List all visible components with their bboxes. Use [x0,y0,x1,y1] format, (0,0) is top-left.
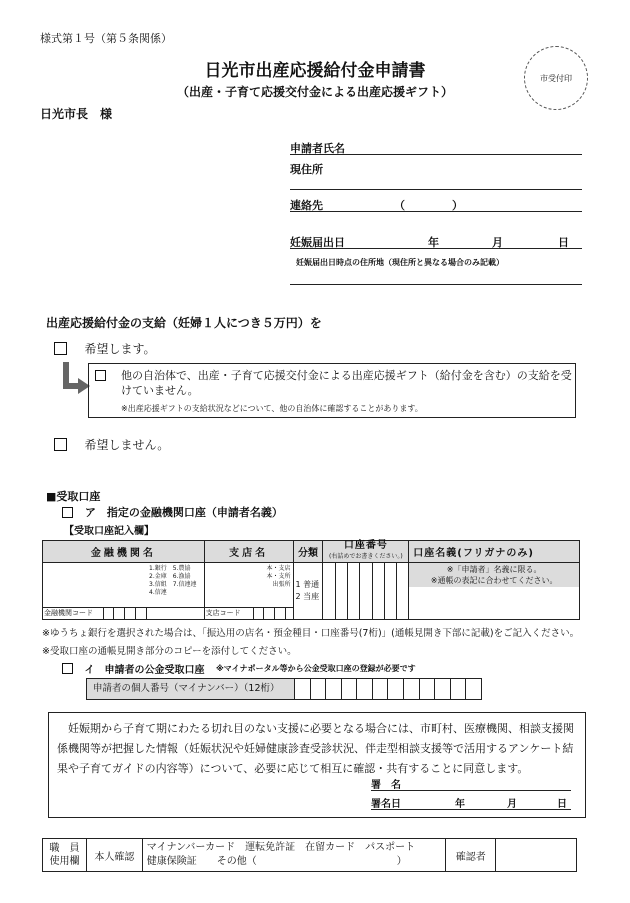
pregnancy-date-field[interactable] [290,234,582,249]
consent-text: 妊娠期から子育て期にわたる切れ目のない支援に必要となる場合には、市町村、医療機関、相談支援関係機関等が把握した情報（妊娠状況や妊婦健康診査受診状況、伴走型相談支援等で活用するアンケート結果や子育てガイドの内容等）について、必要に応じて相互に確認・共有することに同意します。 [57,722,574,775]
account-table [42,540,580,620]
reception-stamp-circle [524,46,588,110]
signature-month: 月 [507,799,517,810]
form-title: 日光市出産応援給付金申請書 [204,61,426,81]
header-type: 分類 [293,541,323,563]
bank-code-digit[interactable] [125,608,136,619]
mynumber-digit[interactable] [466,679,481,699]
receipt-heading: ■受取口座 [46,490,101,503]
form-number: 様式第１号（第５条関係） [40,32,172,45]
address-field[interactable] [290,178,582,190]
contact-paren-open: （ [394,199,405,212]
pregnancy-date-label: 妊娠届出日 [290,236,345,249]
mynumber-digit[interactable] [435,679,451,699]
option-a-checkbox[interactable] [62,507,73,518]
option-i[interactable] [62,661,416,676]
branch-types-2: 本・支所 [266,573,291,580]
mynumber-digit[interactable] [311,679,327,699]
mynumber-digit[interactable] [373,679,389,699]
identity-docs[interactable] [142,839,446,872]
header-number-label: 口座番号 [343,540,388,551]
want-checkbox[interactable] [54,342,67,355]
account-number-cell[interactable] [323,563,409,620]
type-current[interactable]: 2 当座 [295,592,320,601]
identity-docs-line2: 健康保険証 その他（ ） [146,856,407,867]
bank-types-1: 1.銀行 5.農協 [149,565,191,572]
mynumber-digit[interactable] [295,679,311,699]
bank-code-digit[interactable] [136,608,147,619]
applicant-name-field[interactable] [290,140,582,155]
pregnancy-address-note: 妊娠届出日時点の住所地（現住所と異なる場合のみ記載） [296,258,504,267]
copy-note: ※受取口座の通帳見開き部分のコピーを添付してください。 [42,646,297,657]
staff-label-2: 使用欄 [49,856,80,867]
mynumber-digit[interactable] [451,679,467,699]
payment-heading: 出産応援給付金の支給（妊婦１人につき５万円）を [46,316,322,330]
account-digit[interactable] [360,563,372,619]
option-i-checkbox[interactable] [62,663,73,674]
yucho-note: ※ゆうちょ銀行を選択された場合は、「振込用の店名・預金種目・口座番号(7桁)」(通帳見開き下部に記載)をご記入ください。 [42,628,580,639]
account-digit[interactable] [323,563,335,619]
header-holder: 口座名義(フリガナのみ) [409,541,580,563]
identity-check-label: 本人確認 [86,839,142,872]
pregnancy-address-field[interactable] [290,273,582,285]
mynumber-label: 申請者の個人番号（マイナンバー）（12桁） [87,679,295,699]
mynumber-digit[interactable] [420,679,436,699]
header-bank: 金融機関名 [43,541,205,563]
mynumber-digits[interactable] [295,679,481,699]
addressee: 日光市長 様 [40,107,113,121]
bank-code-label: 金融機関コード [44,609,93,617]
contact-paren-close: ） [452,199,463,212]
branch-code-digit[interactable] [253,608,264,619]
bank-name-cell[interactable] [43,563,205,620]
reception-stamp-label: 市受付印 [540,73,572,83]
staff-use-label [43,839,87,872]
account-digit[interactable] [397,563,408,619]
branch-types-1: 本・支店 [266,565,291,572]
mynumber-digit[interactable] [388,679,404,699]
branch-code-label: 支店コード [205,609,241,617]
account-digit[interactable] [348,563,360,619]
bank-code-row[interactable] [43,607,204,619]
other-municipality-text: 他の自治体で、出産・子育て応援交付金による出産応援ギフト（給付金を含む）の支給を受けていません。 [121,369,572,397]
entry-title: 【受取口座記入欄】 [64,526,154,537]
mynumber-digit[interactable] [357,679,373,699]
header-number-note: (右詰めでお書きください。) [329,553,403,560]
signature-date-label: 署名日 [371,799,401,810]
contact-label: 連絡先 [290,199,323,212]
bank-types-4: 4.信連 [149,589,167,596]
account-digit[interactable] [385,563,397,619]
account-type-cell[interactable] [293,563,323,620]
address-label: 現住所 [290,163,323,176]
bank-code-digit[interactable] [114,608,125,619]
header-branch: 支店名 [204,541,293,563]
signature-field[interactable] [371,776,571,791]
pregnancy-year: 年 [428,236,439,249]
pregnancy-day: 日 [558,236,569,249]
other-municipality-checkbox[interactable] [95,370,106,381]
applicant-name-label: 申請者氏名 [290,142,345,155]
holder-note-1: ※「申請者」名義に限る。 [446,565,542,574]
staff-label-1: 職 員 [49,843,80,854]
pregnancy-month: 月 [492,236,503,249]
signature-date-field[interactable] [371,795,571,810]
option-i-label: イ 申請者の公金受取口座 [84,665,205,676]
form-subtitle: （出産・子育て応援交付金による出産応援ギフト） [176,85,453,99]
branch-code-row[interactable] [205,607,293,619]
type-normal[interactable]: 1 普通 [295,580,320,589]
signature-day: 日 [557,799,567,810]
mynumber-row[interactable] [86,678,482,700]
other-municipality-box [88,363,576,418]
header-number [323,541,409,563]
signature-label: 署名 [371,780,411,791]
mynumber-digit[interactable] [342,679,358,699]
bank-types-2: 2.金庫 6.漁協 [149,573,191,580]
identity-docs-line1: マイナンバーカード 運転免許証 在留カード パスポート [146,842,416,853]
account-digit[interactable] [336,563,348,619]
holder-notes [409,563,579,587]
staff-use-table [42,838,577,872]
branch-name-cell[interactable] [204,563,293,620]
holder-note-2: ※通帳の表記に合わせてください。 [430,576,558,585]
bank-types [149,565,196,597]
branch-types [266,565,290,589]
not-want-checkbox[interactable] [54,438,67,451]
branch-code-digit[interactable] [275,608,286,619]
confirmer-field[interactable] [496,839,577,872]
account-number-digits[interactable] [323,563,408,619]
bank-code-digit[interactable] [103,608,114,619]
bank-types-3: 3.信組 7.信連連 [149,581,197,588]
mynumber-digit[interactable] [404,679,420,699]
other-municipality-note: ※出産応援ギフトの支給状況などについて、他の自治体に確認することがあります。 [121,404,423,413]
account-digit[interactable] [373,563,385,619]
option-a-label: ア 指定の金融機関口座（申請者名義） [84,506,283,519]
signature-year: 年 [455,799,465,810]
branch-types-3: 出張所 [272,581,291,588]
option-a[interactable] [62,504,283,520]
contact-field[interactable] [290,197,582,212]
account-holder-cell[interactable] [409,563,580,620]
mynumber-digit[interactable] [326,679,342,699]
option-i-note: ※マイナポータル等から公金受取口座の登録が必要です [215,664,416,673]
branch-code-digit[interactable] [264,608,275,619]
want-option[interactable] [54,340,156,357]
consent-box [48,712,586,818]
not-want-label: 希望しません。 [84,438,170,452]
want-label: 希望します。 [84,342,156,356]
confirmer-label: 確認者 [446,839,496,872]
not-want-option[interactable] [54,436,169,453]
